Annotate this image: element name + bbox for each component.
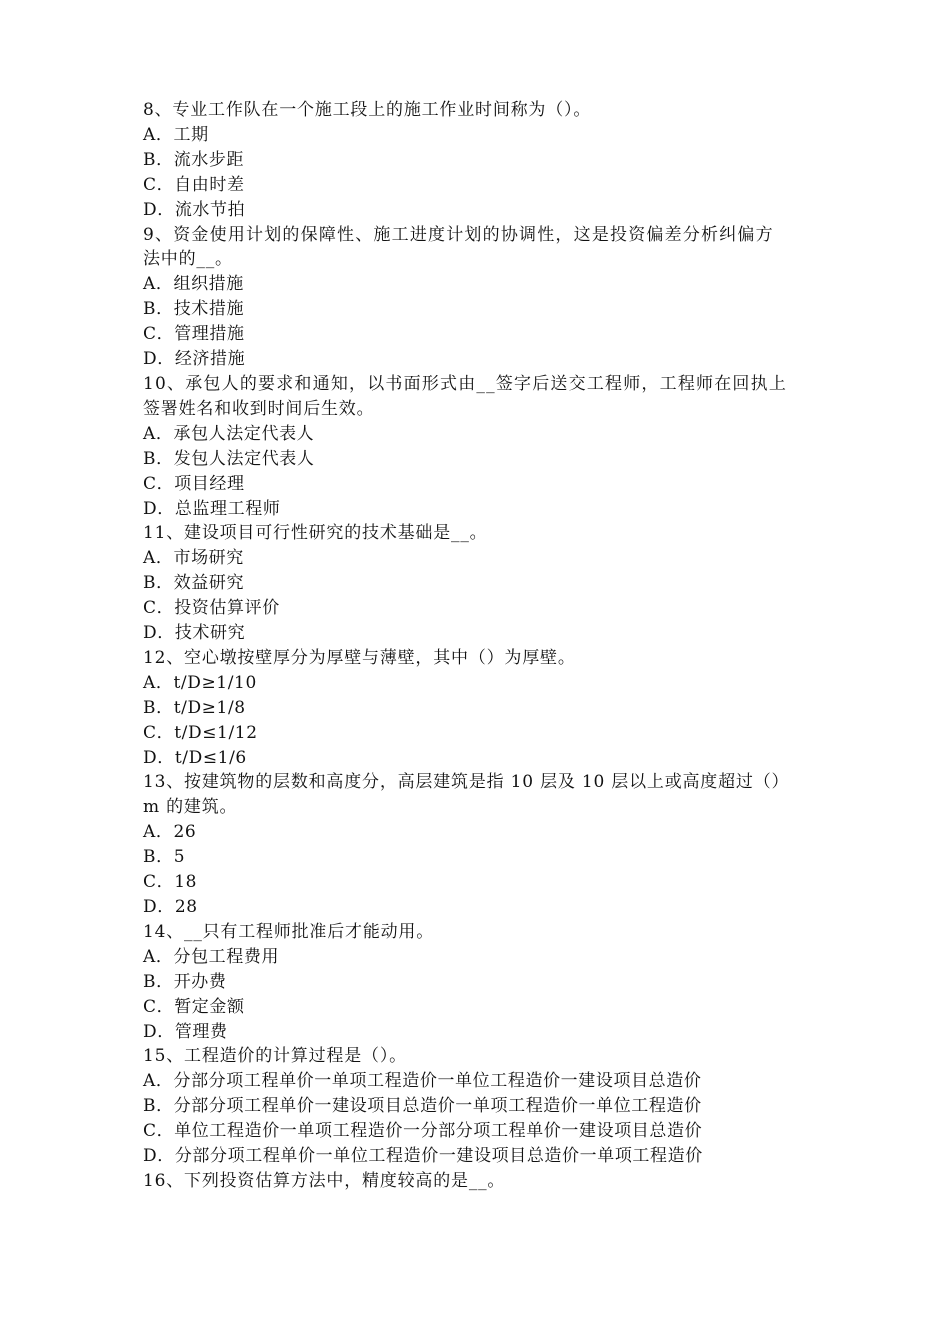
question-9-option-d: D．经济措施: [143, 349, 246, 370]
question-13-option-c: C．18: [143, 872, 198, 893]
question-11: [143, 521, 811, 646]
question-8: [143, 98, 811, 223]
question-8-text: 8、专业工作队在一个施工段上的施工作业时间称为（）。: [143, 100, 592, 120]
question-10-option-b: B．发包人法定代表人: [143, 448, 315, 469]
question-11-text: 11、建设项目可行性研究的技术基础是__。: [143, 523, 488, 544]
question-13-text-line-1: 13、按建筑物的层数和高度分，高层建筑是指 10 层及 10 层以上或高度超过（）: [143, 772, 790, 793]
question-14-option-d: D．管理费: [143, 1021, 228, 1042]
question-12-text: 12、空心墩按壁厚分为厚壁与薄壁，其中（）为厚壁。: [143, 647, 576, 668]
question-14-option-a: A．分包工程费用: [143, 946, 280, 967]
question-15-option-b: B．分部分项工程单价一建设项目总造价一单项工程造价一单位工程造价: [143, 1096, 702, 1117]
question-9-text-line-1: 9、资金使用计划的保障性、施工进度计划的协调性，这是投资偏差分析纠偏方: [143, 224, 774, 245]
question-10-text-line-1: 10、承包人的要求和通知，以书面形式由__签字后送交工程师，工程师在回执上: [143, 373, 788, 394]
question-10: [143, 372, 811, 521]
question-8-option-b: B．流水步距: [143, 149, 245, 170]
question-12-option-a: A．t/D≥1/10: [143, 672, 257, 693]
question-11-option-d: D．技术研究: [143, 623, 246, 644]
question-14-option-b: B．开办费: [143, 971, 227, 992]
question-12-option-b: B．t/D≥1/8: [143, 697, 246, 718]
question-9-option-b: B．技术措施: [143, 299, 245, 320]
question-15-option-c: C．单位工程造价一单项工程造价一分部分项工程单价一建设项目总造价: [143, 1121, 703, 1142]
question-10-option-a: A．承包人法定代表人: [143, 423, 315, 444]
question-14: [143, 920, 811, 1045]
question-14-option-c: C．暂定金额: [143, 996, 245, 1017]
question-14-text: 14、__只有工程师批准后才能动用。: [143, 921, 435, 942]
question-15-option-d: D．分部分项工程单价一单位工程造价一建设项目总造价一单项工程造价: [143, 1146, 703, 1167]
question-12-option-c: C．t/D≤1/12: [143, 722, 258, 743]
question-11-option-b: B．效益研究: [143, 573, 245, 594]
question-13: [143, 770, 811, 919]
document-page: [143, 98, 811, 1194]
question-13-option-a: A．26: [143, 822, 197, 843]
question-9-option-c: C．管理措施: [143, 324, 245, 345]
question-12: [143, 646, 811, 771]
question-9-text-line-2: 法中的__。: [143, 249, 233, 270]
question-9-option-a: A．组织措施: [143, 274, 244, 295]
question-13-option-b: B．5: [143, 847, 186, 868]
question-16: [143, 1169, 811, 1194]
question-12-option-d: D．t/D≤1/6: [143, 747, 247, 768]
question-8-option-d: D．流水节拍: [143, 199, 246, 220]
question-15: [143, 1044, 811, 1169]
question-8-option-a: A．工期: [143, 124, 209, 145]
question-11-option-c: C．投资估算评价: [143, 598, 280, 619]
question-10-option-d: D．总监理工程师: [143, 498, 281, 519]
question-16-text: 16、下列投资估算方法中，精度较高的是__。: [143, 1170, 506, 1191]
question-10-text-line-2: 签署姓名和收到时间后生效。: [143, 398, 375, 419]
question-10-option-c: C．项目经理: [143, 473, 245, 494]
question-13-option-d: D．28: [143, 897, 198, 917]
question-15-text: 15、工程造价的计算过程是（）。: [143, 1046, 407, 1067]
question-13-text-line-2: m 的建筑。: [143, 797, 238, 818]
question-11-option-a: A．市场研究: [143, 548, 244, 569]
question-9: [143, 223, 811, 372]
question-15-option-a: A．分部分项工程单价一单项工程造价一单位工程造价一建设项目总造价: [143, 1071, 702, 1092]
question-8-option-c: C．自由时差: [143, 174, 245, 195]
